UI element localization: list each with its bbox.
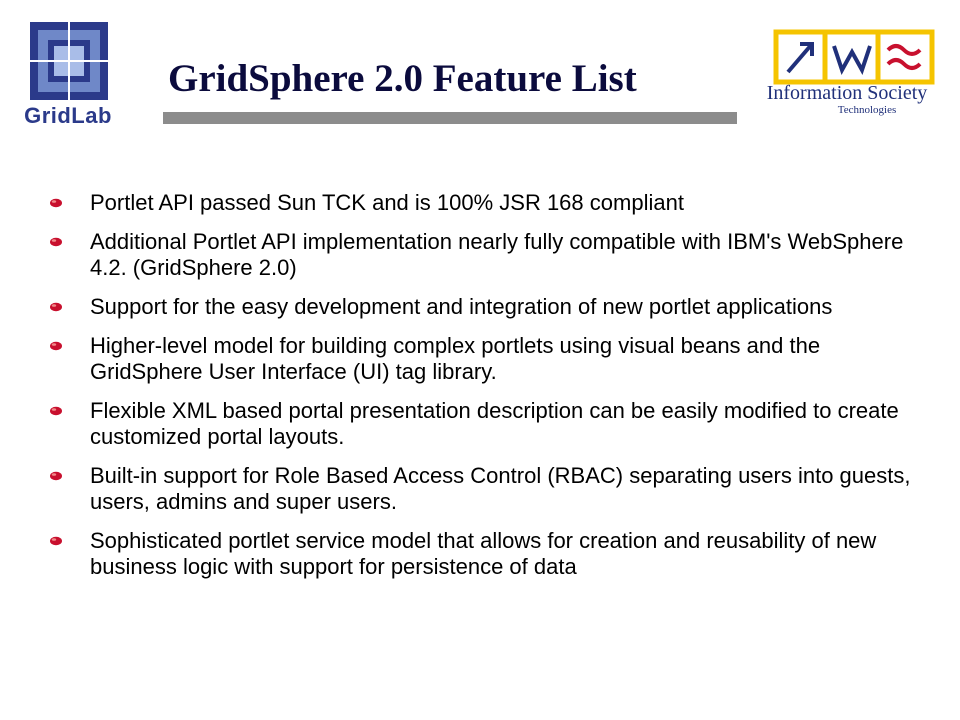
bullet-icon <box>49 237 63 247</box>
list-item <box>40 398 920 450</box>
bullet-icon <box>49 341 63 351</box>
title-underline-bar <box>163 112 737 124</box>
list-item <box>40 528 920 580</box>
list-item-text: Additional Portlet API implementation nearly fully compatible with IBM's WebSphere 4.2. (GridSphere 2.0) <box>90 229 904 280</box>
list-item <box>40 229 920 281</box>
list-item-text: Built-in support for Role Based Access Control (RBAC) separating users into guests, users, admins and super users. <box>90 463 911 514</box>
list-item-text: Higher-level model for building complex portlets using visual beans and the GridSphere User Interface (UI) tag library. <box>90 333 821 384</box>
bullet-icon <box>49 198 63 208</box>
bullet-icon <box>49 406 63 416</box>
list-item <box>40 463 920 515</box>
feature-list <box>40 190 920 593</box>
ist-logo <box>768 26 938 86</box>
bullet-icon <box>49 302 63 312</box>
list-item-text: Flexible XML based portal presentation description can be easily modified to create customized portal layouts. <box>90 398 899 449</box>
gridlab-logo-text: GridLab <box>24 103 112 128</box>
list-item-text: Sophisticated portlet service model that allows for creation and reusability of new business logic with support for persistence of data <box>90 528 877 579</box>
bullet-icon <box>49 536 63 546</box>
list-item <box>40 294 920 320</box>
ist-logo-subtext: Technologies <box>837 104 897 116</box>
bullet-icon <box>49 471 63 481</box>
list-item-text: Support for the easy development and integration of new portlet applications <box>90 294 833 319</box>
slide-title: GridSphere 2.0 Feature List <box>168 57 637 100</box>
list-item <box>40 190 920 216</box>
ist-logo-text: Information Society <box>766 82 928 104</box>
list-item <box>40 333 920 385</box>
list-item-text: Portlet API passed Sun TCK and is 100% JSR 168 compliant <box>90 190 684 215</box>
